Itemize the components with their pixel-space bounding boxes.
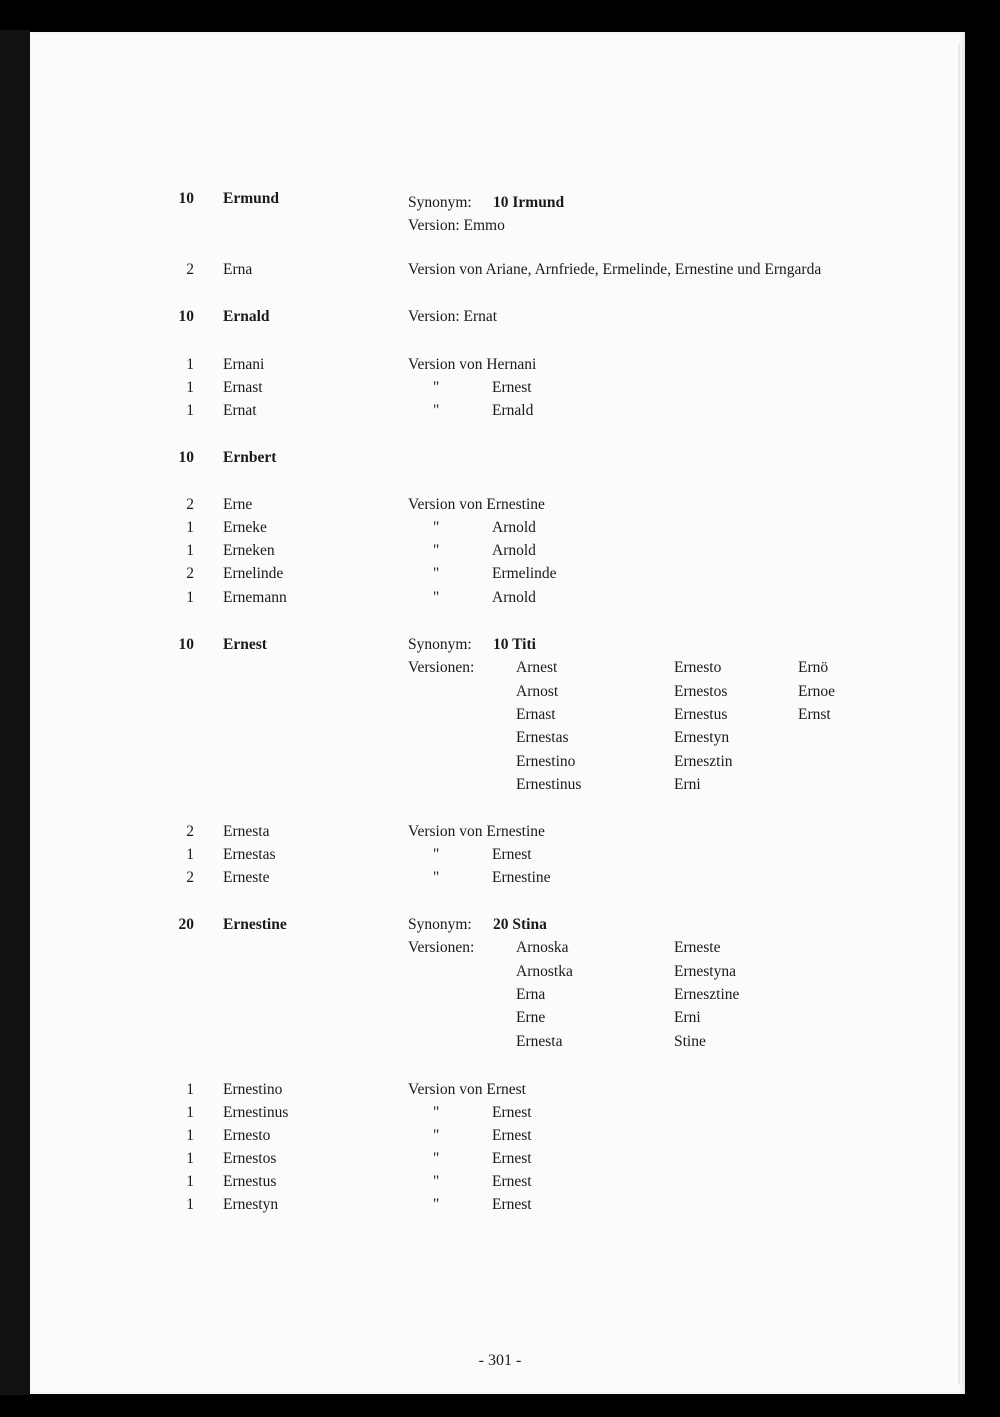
version-item: Erni (674, 775, 701, 793)
entry-synonym-label: Synonym: (408, 194, 472, 211)
page-number: - 301 - (478, 1352, 522, 1369)
version-item: Erneste (674, 939, 721, 957)
entry-name: Erneken (223, 542, 275, 559)
entry-name: Ernestino (223, 1081, 283, 1098)
entry-name: Ernani (223, 356, 265, 373)
page-edge (962, 44, 964, 1384)
version-item: Erni (674, 1009, 701, 1027)
entry-version-ref: Ernest (492, 1150, 532, 1167)
ditto-mark: " (433, 565, 440, 582)
ditto-mark: " (433, 1196, 440, 1213)
entry-name: Ernest (223, 636, 267, 653)
entry-frequency: 10 (178, 308, 194, 325)
entry-frequency: 1 (186, 1127, 194, 1144)
entry-frequency: 1 (186, 1150, 194, 1167)
version-item: Arnest (516, 659, 558, 677)
version-item: Ernst (798, 705, 831, 723)
entry-synonym-label: Synonym: (408, 916, 472, 933)
entry-frequency: 1 (186, 1081, 194, 1098)
entry-version: Version von Ernestine (408, 496, 545, 513)
version-item: Arnost (516, 682, 559, 700)
entry-frequency: 1 (186, 1196, 194, 1213)
version-item: Ernestyn (674, 729, 730, 747)
ditto-mark: " (433, 519, 440, 536)
version-item: Ernestas (516, 729, 569, 747)
version-item: Ernö (798, 659, 829, 677)
entry-version: Version von Ernest (408, 1081, 526, 1098)
entry-version: Version von Ariane, Arnfriede, Ermelinde, Ernestine und Erngarda (408, 261, 822, 278)
version-item: Ernestinus (516, 775, 582, 793)
entry-version-ref: Arnold (492, 589, 536, 606)
ditto-mark: " (433, 589, 440, 606)
version-item: Ernesztin (674, 752, 733, 770)
entry-frequency: 1 (186, 519, 194, 536)
entry-version-ref: Arnold (492, 542, 536, 559)
version-item: Ernestino (516, 752, 576, 770)
entry-name: Ernast (223, 379, 263, 396)
entry-version-ref: Ernest (492, 846, 532, 863)
entry-frequency: 2 (186, 869, 194, 886)
entry-name: Erneste (223, 869, 270, 886)
entry-version-ref: Ernestine (492, 869, 551, 886)
version-item: Stine (674, 1032, 706, 1050)
entry-version: Version: Ernat (408, 308, 498, 325)
ditto-mark: " (433, 1173, 440, 1190)
entry-name: Ernat (223, 402, 257, 419)
entry-version-ref: Ernest (492, 1173, 532, 1190)
entry-versions-label: Versionen: (408, 659, 475, 677)
entry-frequency: 2 (186, 565, 194, 582)
entry-frequency: 10 (178, 449, 194, 466)
entry-frequency: 2 (186, 496, 194, 513)
entry-version-ref: Ermelinde (492, 565, 557, 582)
entry-name: Erneke (223, 519, 267, 536)
entry-synonym: 10 Irmund (493, 194, 565, 211)
entry-version-ref: Ernald (492, 402, 534, 419)
version-item: Arnostka (516, 962, 573, 980)
entry-name: Ernesto (223, 1127, 271, 1144)
entry-version-ref: Ernest (492, 379, 532, 396)
entry-frequency: 2 (186, 261, 194, 278)
entry-version-ref: Arnold (492, 519, 536, 536)
entry-version: Version von Ernestine (408, 823, 545, 840)
entry-frequency: 1 (186, 542, 194, 559)
entry-name: Ernestas (223, 846, 276, 863)
entry-name: Ernemann (223, 589, 287, 606)
version-item: Ernesto (674, 659, 722, 677)
entry-frequency: 1 (186, 589, 194, 606)
entry-frequency: 1 (186, 846, 194, 863)
version-item: Ernestyna (674, 962, 736, 980)
entry-name: Ernelinde (223, 565, 284, 582)
entry-name: Ernestus (223, 1173, 277, 1190)
version-item: Ernestos (674, 682, 728, 700)
entry-name: Erna (223, 261, 253, 278)
entry-synonym: 10 Titi (493, 636, 536, 653)
version-item: Ernast (516, 705, 556, 723)
entry-frequency: 1 (186, 1104, 194, 1121)
entry-frequency: 1 (186, 402, 194, 419)
entry-version-ref: Ernest (492, 1127, 532, 1144)
book-spine-shadow (0, 30, 30, 1395)
entry-name: Ernestos (223, 1150, 277, 1167)
version-item: Ernesta (516, 1032, 563, 1050)
ditto-mark: " (433, 1150, 440, 1167)
entry-name: Ernestyn (223, 1196, 279, 1213)
entry-frequency: 1 (186, 356, 194, 373)
version-item: Ernestus (674, 705, 728, 723)
version-item: Ernesztine (674, 985, 740, 1003)
ditto-mark: " (433, 869, 440, 886)
entry-frequency: 10 (178, 190, 194, 207)
ditto-mark: " (433, 402, 440, 419)
page-edge (958, 44, 960, 1384)
entry-frequency: 10 (178, 636, 194, 653)
entry-name: Ernestinus (223, 1104, 289, 1121)
entry-name: Ernald (223, 308, 270, 325)
entry-name: Erne (223, 496, 253, 513)
entry-version-ref: Ernest (492, 1196, 532, 1213)
entry-frequency: 1 (186, 1173, 194, 1190)
ditto-mark: " (433, 1104, 440, 1121)
version-item: Erne (516, 1009, 546, 1027)
ditto-mark: " (433, 379, 440, 396)
entry-name: Ernestine (223, 916, 287, 933)
version-item: Erna (516, 985, 546, 1003)
entry-name: Ermund (223, 190, 279, 207)
entry-frequency: 20 (178, 916, 194, 933)
entry-version: Version: Emmo (408, 217, 505, 234)
ditto-mark: " (433, 542, 440, 559)
entry-version: Version von Hernani (408, 356, 537, 373)
entry-synonym-label: Synonym: (408, 636, 472, 653)
entry-name: Ernbert (223, 449, 277, 466)
entry-frequency: 2 (186, 823, 194, 840)
version-item: Arnoska (516, 939, 569, 957)
version-item: Ernoe (798, 682, 836, 700)
entry-frequency: 1 (186, 379, 194, 396)
ditto-mark: " (433, 846, 440, 863)
entry-versions-label: Versionen: (408, 939, 475, 957)
entry-synonym: 20 Stina (493, 916, 547, 933)
entry-name: Ernesta (223, 823, 270, 840)
entry-version-ref: Ernest (492, 1104, 532, 1121)
ditto-mark: " (433, 1127, 440, 1144)
